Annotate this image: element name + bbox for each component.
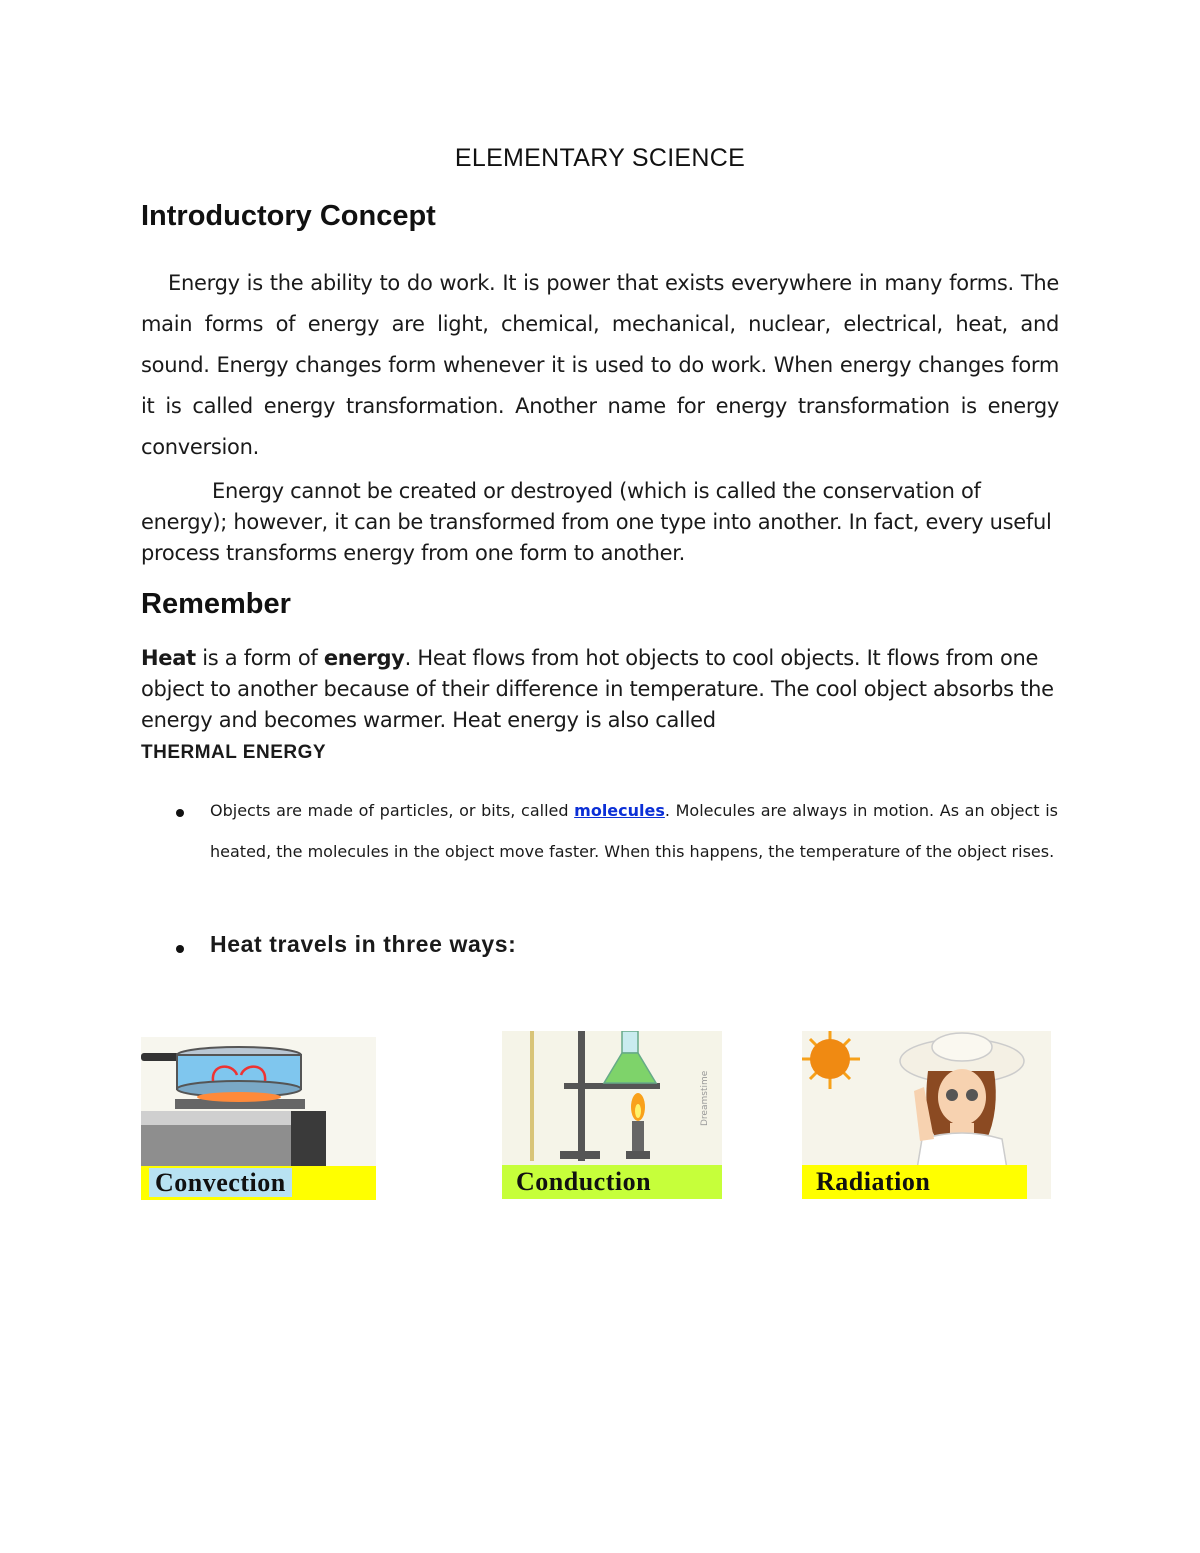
conduction-caption-bar xyxy=(502,1165,722,1199)
bullet-dot-1 xyxy=(176,809,184,817)
heat-text-b: . Heat flows from hot objects to cool objects. It flows from one object to another because of their difference in temperature. The cool object absorbs the energy and becomes warmer. Heat energy is also called xyxy=(141,646,1054,732)
radiation-caption: Radiation xyxy=(816,1167,931,1196)
convection-illustration xyxy=(141,1037,376,1200)
radiation-caption-bar xyxy=(802,1165,1027,1199)
molecules-link[interactable]: molecules xyxy=(574,801,665,820)
heat-travels-text: Heat travels in three ways: xyxy=(210,931,517,957)
bullet-molecules xyxy=(210,790,1058,872)
intro-paragraph-text: Energy is the ability to do work. It is power that exists everywhere in many forms. The main forms of energy are light, chemical, mechanical, nuclear, electrical, heat, and sound. Energy changes form whenever it is used to do work. When energy changes form it is called energy transformation. Another name for energy transformation is energy conversion. xyxy=(141,271,1059,459)
bullet1-pre: Objects are made of particles, or bits, called xyxy=(210,801,575,820)
heat-word: Heat xyxy=(141,646,196,670)
bullet-dot-2 xyxy=(176,945,184,953)
radiation-illustration xyxy=(802,1031,1051,1199)
page-title: ELEMENTARY SCIENCE xyxy=(454,144,746,172)
conservation-paragraph xyxy=(141,476,1059,569)
heading-introductory-concept: Introductory Concept xyxy=(141,200,436,232)
bullet-heat-travels xyxy=(210,931,1058,958)
svg-text:Dreamstime: Dreamstime xyxy=(700,1070,710,1126)
heading-remember: Remember xyxy=(141,588,291,620)
convection-caption: Convection xyxy=(149,1168,292,1197)
heat-text-a: is a form of xyxy=(195,646,324,670)
thermal-energy-label: THERMAL ENERGY xyxy=(141,742,327,763)
heat-paragraph xyxy=(141,643,1059,768)
conduction-illustration xyxy=(502,1031,722,1199)
intro-paragraph xyxy=(141,263,1059,468)
energy-word: energy xyxy=(323,646,405,670)
bullet1-post: . Molecules are always in motion. As an object is heated, the molecules in the object move faster. When this happens, the temperature of the object rises. xyxy=(210,801,1058,861)
convection-caption-bar xyxy=(141,1166,376,1200)
conduction-caption: Conduction xyxy=(516,1167,652,1196)
conservation-paragraph-text: Energy cannot be created or destroyed (which is called the conservation of energy); however, it can be transformed from one type into another. In fact, every useful process transforms energy from one form to another. xyxy=(141,479,1052,565)
